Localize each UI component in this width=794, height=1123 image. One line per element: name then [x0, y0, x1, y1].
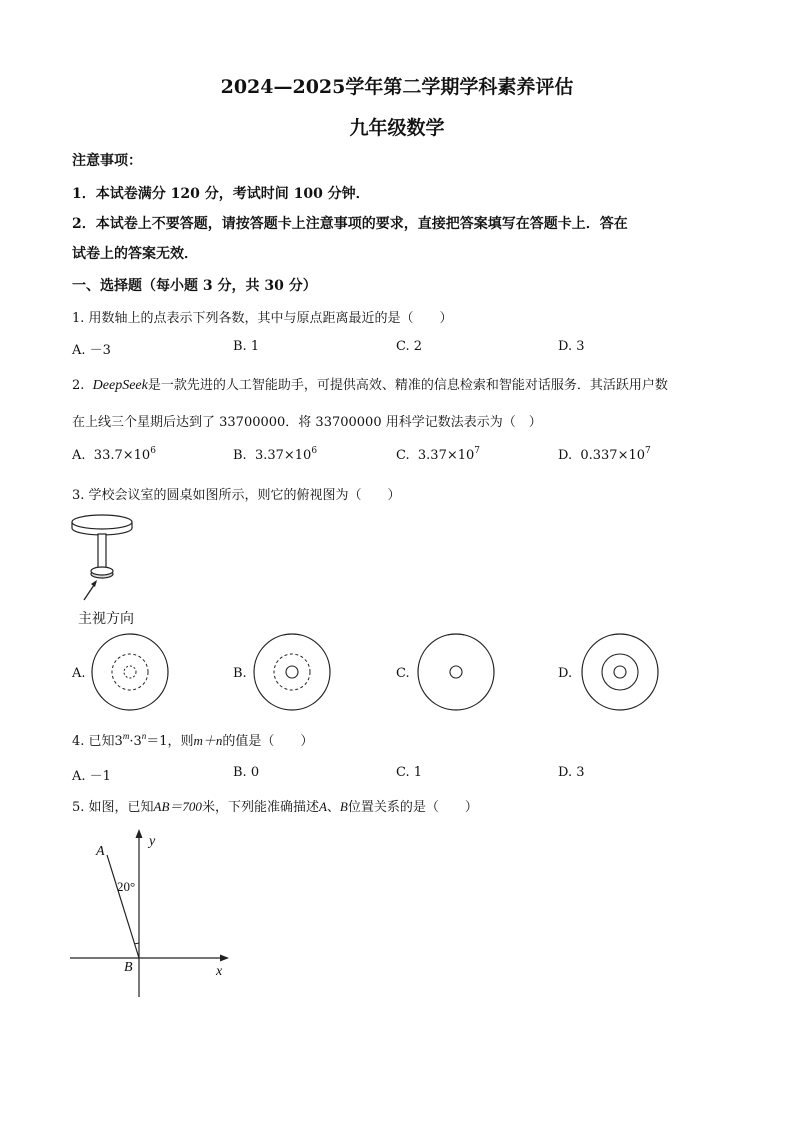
q2-option-c-exp: 7	[474, 446, 481, 456]
dashed-middle-circle	[112, 654, 148, 690]
q2-option-d-exp: 7	[645, 446, 651, 456]
q5-sep: 、	[326, 800, 340, 815]
exam-title: 2024—2025学年第二学期学科素养评估	[220, 76, 574, 98]
q2-option-b-label: B.	[233, 448, 247, 463]
q4-exp-2: n	[141, 731, 147, 741]
q1-option-d: D. 3	[558, 339, 585, 354]
q5-point-a: A	[318, 799, 327, 814]
dashed-middle-circle	[274, 654, 310, 690]
angle-arc	[135, 943, 140, 944]
q4-eq: ＝1，则	[146, 734, 194, 749]
outer-circle	[92, 634, 168, 710]
y-axis-arrow	[136, 829, 143, 838]
q2-option-d-base: 0.337×10	[580, 448, 646, 463]
q4-dot: ·	[129, 734, 134, 749]
q3-option-a-label: A.	[72, 666, 86, 681]
outer-circle	[254, 634, 330, 710]
label-b: B	[124, 960, 133, 975]
q2-line-2: 在上线三个星期后达到了 33700000．将 33700000 用科学记数法表示为（ ）	[72, 415, 542, 430]
q3-option-b-label: B.	[233, 666, 247, 681]
q2-option-c-base: 3.37×10	[417, 448, 475, 463]
q5-post-2: 位置关系的是（ ）	[347, 800, 478, 815]
q2-brand: DeepSeek	[92, 378, 148, 393]
q1-option-b: B. 1	[233, 339, 260, 354]
q4-exp-1: m	[122, 731, 130, 741]
q4-option-c: C. 1	[396, 765, 423, 780]
q4-option-a: A. －1	[72, 769, 111, 784]
label-y: y	[149, 834, 156, 849]
label-a: A	[96, 844, 105, 859]
q3-option-c-label: C.	[396, 666, 410, 681]
q3-option-d-figure	[580, 632, 660, 712]
q5-stem	[72, 796, 478, 815]
q3-option-a-figure	[90, 632, 170, 712]
q5-point-b: B	[339, 799, 348, 814]
q3-stem: 3. 学校会议室的圆桌如图所示，则它的俯视图为（ ）	[72, 488, 401, 503]
q4-base-2: 3	[133, 734, 142, 749]
q2-option-b-base: 3.37×10	[254, 448, 312, 463]
q4-post: 的值是（ ）	[222, 734, 314, 749]
table-pedestal	[98, 534, 106, 570]
q3-option-d-label: D.	[558, 666, 573, 681]
q3-option-b-figure	[252, 632, 332, 712]
dashed-inner-circle	[124, 666, 136, 678]
q3-option-c-figure	[416, 632, 496, 712]
outer-circle	[582, 634, 658, 710]
solid-inner-circle	[450, 666, 462, 678]
q5-pre: 5. 如图，已知	[72, 800, 154, 815]
q1-option-a: A. －3	[72, 343, 111, 358]
q2-option-d-label: D.	[558, 448, 573, 463]
notice-item-2-line-1: 2．本试卷上不要答题，请按答题卡上注意事项的要求，直接把答案填写在答题卡上．答在	[72, 216, 628, 232]
q2-option-b	[233, 448, 317, 463]
q2-option-a-base: 33.7×10	[93, 448, 151, 463]
solid-inner-circle	[286, 666, 298, 678]
exam-subtitle: 九年级数学	[349, 117, 445, 139]
q4-stem	[72, 730, 313, 749]
section-heading: 一、选择题（每小题 3 分，共 30 分）	[72, 278, 317, 294]
view-arrow-head	[91, 580, 97, 587]
outer-circle	[418, 634, 494, 710]
q4-pre: 4. 已知	[72, 734, 115, 749]
q4-base-1: 3	[114, 734, 123, 749]
q2-option-a	[72, 448, 156, 463]
x-axis-arrow	[220, 955, 229, 962]
q1-stem: 1. 用数轴上的点表示下列各数，其中与原点距离最近的是（ ）	[72, 311, 453, 326]
q5-expr: AB＝700	[153, 799, 202, 814]
label-x: x	[216, 964, 223, 979]
solid-middle-circle	[602, 654, 638, 690]
q2-line-1	[72, 374, 668, 394]
view-direction-caption: 主视方向	[78, 611, 134, 627]
round-table-figure	[64, 510, 154, 610]
segment-ab	[107, 855, 139, 958]
q4-var: m＋n	[193, 733, 223, 748]
q1-option-c: C. 2	[396, 339, 423, 354]
q2-option-c-label: C.	[396, 448, 410, 463]
notice-item-1: 1．本试卷满分 120 分，考试时间 100 分钟．	[72, 186, 370, 202]
q2-number: 2.	[72, 378, 85, 393]
q2-option-b-exp: 6	[311, 446, 318, 456]
notice-item-2-line-2: 试卷上的答案无效．	[72, 246, 198, 262]
notice-heading: 注意事项：	[72, 153, 142, 169]
table-top	[72, 515, 132, 529]
solid-inner-circle	[614, 666, 626, 678]
q5-coordinate-figure	[62, 825, 242, 1005]
q2-option-d	[558, 448, 651, 463]
q5-post-1: 米，下列能准确描述	[201, 800, 319, 815]
q2-option-a-exp: 6	[150, 446, 156, 456]
q2-line-1-text: 是一款先进的人工智能助手，可提供高效、精准的信息检索和智能对话服务．其活跃用户数	[147, 378, 668, 393]
q4-option-d: D. 3	[558, 765, 585, 780]
q4-option-b: B. 0	[233, 765, 260, 780]
angle-label: 20°	[117, 879, 136, 894]
table-base-top	[91, 567, 113, 575]
q2-option-c	[396, 448, 480, 463]
q2-option-a-label: A.	[72, 448, 86, 463]
